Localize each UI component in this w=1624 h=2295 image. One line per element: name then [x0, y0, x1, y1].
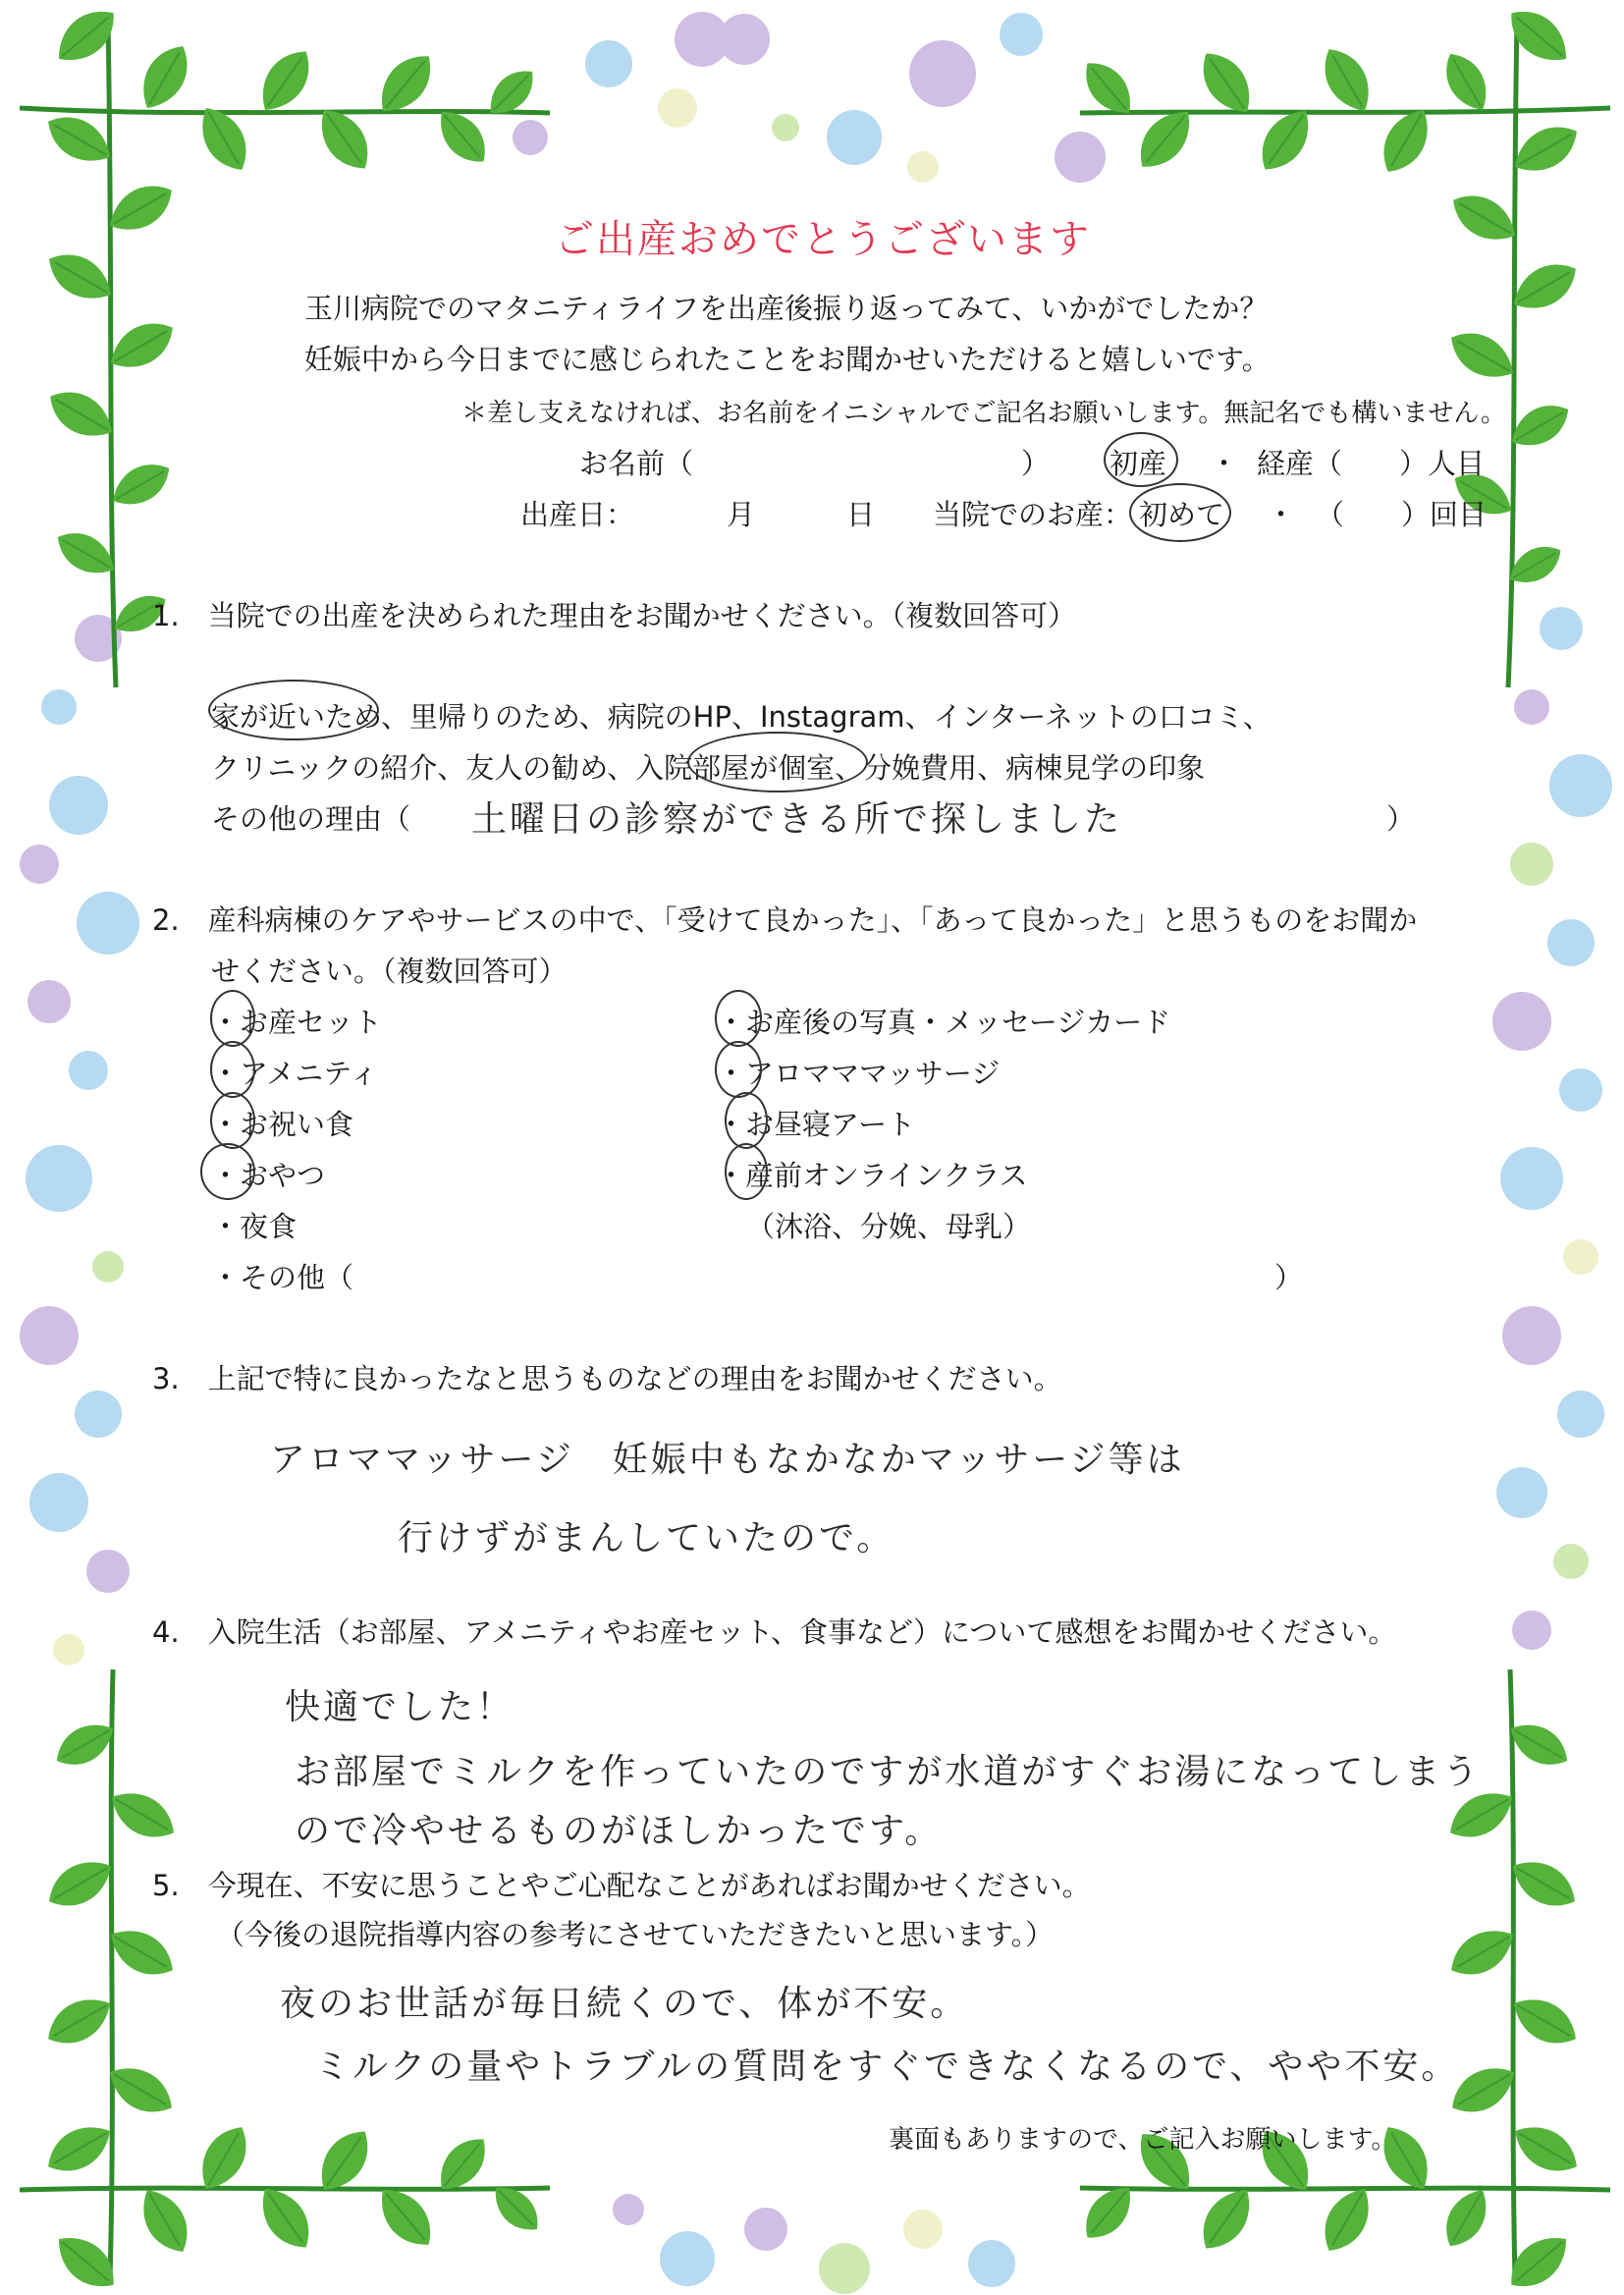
q1-other-answer: 土曜日の診察ができる所で探しました: [471, 799, 1123, 840]
birth-date-label: 出産日：: [520, 498, 635, 531]
question-5-sub: （今後の退院指導内容の参考にさせていただきたいと思います。）: [216, 1918, 1055, 1951]
answer-circle: [200, 1143, 255, 1200]
q1-other-label: その他の理由（: [211, 802, 411, 836]
q3-answer-line-1: アロママッサージ 妊娠中もなかなかマッサージ等は: [270, 1440, 1185, 1480]
answer-circle: [725, 1143, 768, 1200]
q5-answer-line-2: ミルクの量やトラブルの質問をすぐできなくなるので、やや不安。: [314, 2047, 1460, 2087]
separator: ・: [1267, 498, 1296, 531]
q4-answer-line-3: ので冷やせるものがほしかったです。: [295, 1811, 944, 1851]
q5-answer-line-1: 夜のお世話が毎日続くので、体が不安。: [280, 1984, 969, 2024]
q3-answer-line-2: 行けずがまんしていたので。: [398, 1518, 895, 1558]
answer-circle: [1129, 483, 1231, 542]
q1-options-line-2: クリニックの紹介、友人の勧め、入院部屋が個室、分娩費用、病棟見学の印象: [211, 751, 1206, 785]
multi-birth-option: 経産（ ）人目: [1257, 447, 1486, 480]
answer-circle: [715, 990, 762, 1047]
answer-circle: [715, 1041, 762, 1098]
q2-other-close: ）: [1274, 1261, 1304, 1294]
times-option: （ ）回目: [1316, 498, 1488, 531]
q2-item-birth-set: ・お産セット: [211, 1006, 383, 1039]
hospital-birth-label: 当院でのお産：: [933, 498, 1133, 531]
q4-answer-line-2: お部屋でミルクを作っていたのですが水道がすぐお湯になってしまう: [295, 1752, 1482, 1792]
answer-circle: [210, 1041, 255, 1098]
q2-item-photo-card: ・お産後の写真・メッセージカード: [717, 1006, 1171, 1039]
q2-online-class-detail: （沐浴、分娩、母乳）: [746, 1210, 1032, 1243]
intro-line-1: 玉川病院でのマタニティライフを出産後振り返ってみて、いかがでしたか？: [304, 292, 1269, 325]
question-4: 4. 入院生活（お部屋、アメニティやお産セット、食事など）について感想をお聞かせください。: [152, 1615, 1397, 1649]
q2-item-snack: ・おやつ: [211, 1159, 326, 1192]
name-label: お名前（: [579, 447, 694, 480]
q2-item-nap-art: ・お昼寝アート: [717, 1108, 916, 1141]
answer-circle: [725, 1092, 768, 1149]
answer-circle: [210, 1092, 255, 1149]
answer-circle: [210, 990, 255, 1047]
q4-answer-line-1: 快適でした！: [285, 1687, 515, 1727]
intro-line-2: 妊娠中から今日までに感じられたことをお聞かせいただけると嬉しいです。: [304, 343, 1271, 376]
day-label: 日: [846, 498, 876, 531]
first-birth-option: 初産: [1110, 447, 1167, 480]
q2-item-late-meal: ・夜食: [211, 1210, 298, 1243]
page-title: ご出産おめでとうございます: [555, 217, 1091, 262]
q1-other-close: ）: [1386, 802, 1416, 836]
first-time-option: 初めて: [1139, 498, 1225, 531]
question-5: 5. 今現在、不安に思うことやご心配なことがあればお聞かせください。: [152, 1869, 1091, 1902]
q2-item-other: ・その他（: [211, 1261, 354, 1294]
answer-circle: [1104, 432, 1178, 487]
question-2-line-1: 2. 産科病棟のケアやサービスの中で、「受けて良かった」、「あって良かった」と思うものをお聞か: [152, 903, 1418, 937]
name-close: ）: [1021, 447, 1051, 480]
separator: ・: [1210, 447, 1239, 480]
q2-item-amenity: ・アメニティ: [211, 1057, 378, 1090]
q2-item-online-class: ・産前オンラインクラス: [717, 1159, 1028, 1192]
question-3: 3. 上記で特に良かったなと思うものなどの理由をお聞かせください。: [152, 1362, 1062, 1395]
q2-item-aroma-massage: ・アロマママッサージ: [717, 1057, 1001, 1090]
answer-circle: [687, 732, 868, 792]
q1-options-line-1: 家が近いため、里帰りのため、病院のHP、Instagram、インターネットの口コミ、: [211, 700, 1272, 734]
question-2-line-2: せください。（複数回答可）: [211, 955, 568, 988]
month-label: 月: [727, 498, 756, 531]
back-side-note: 裏面もありますので、ご記入お願いします。: [889, 2125, 1397, 2155]
question-1: 1. 当院での出産を決められた理由をお聞かせください。（複数回答可）: [152, 599, 1077, 632]
name-note: ＊差し支えなければ、お名前をイニシャルでご記名お願いします。無記名でも構いません。: [461, 399, 1506, 428]
q2-item-celebration-meal: ・お祝い食: [211, 1108, 354, 1141]
answer-circle: [208, 680, 379, 740]
